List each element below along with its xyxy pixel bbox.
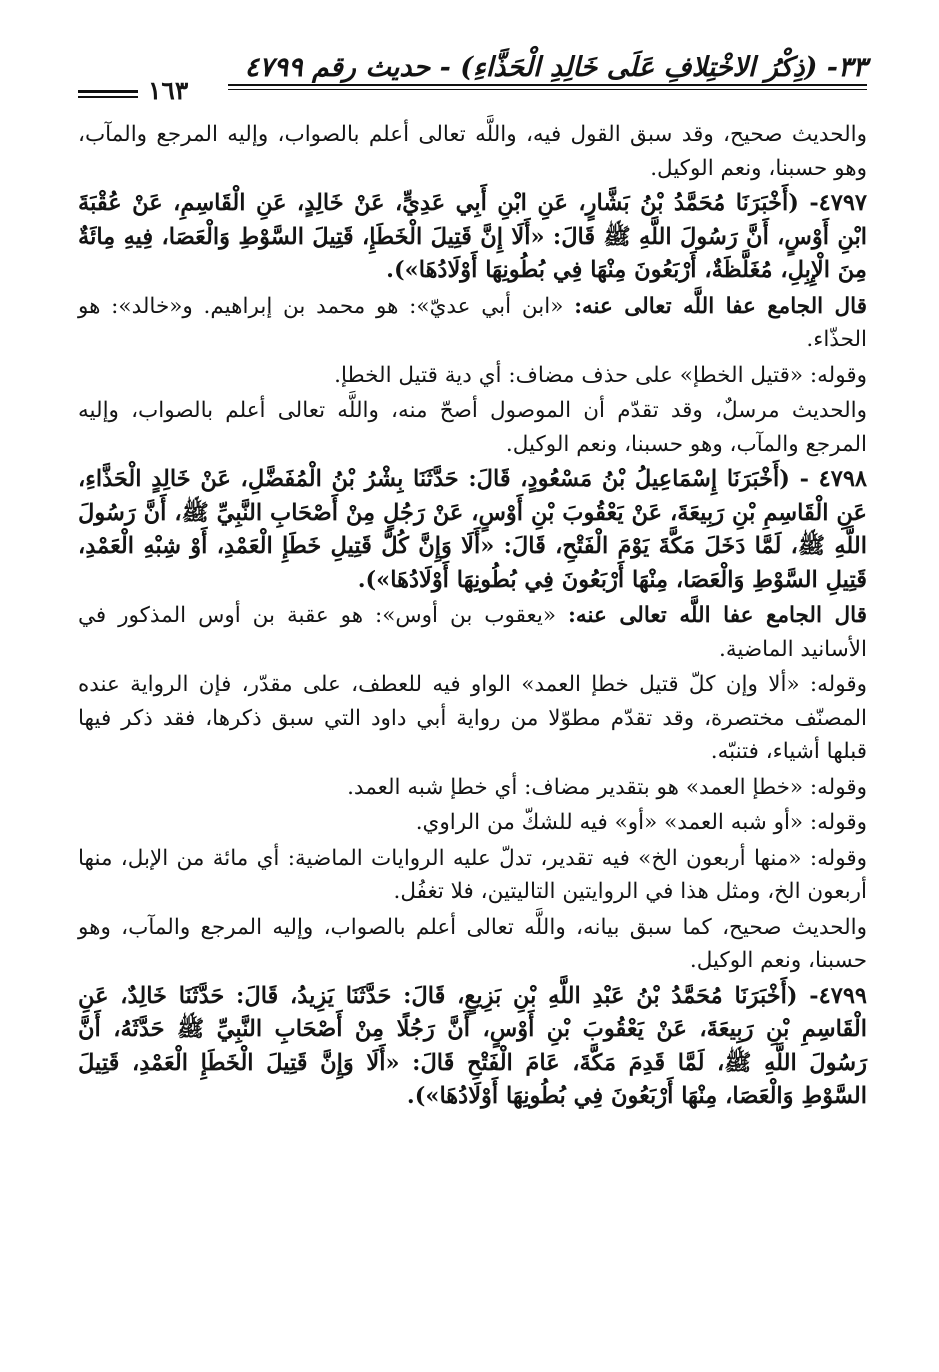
comment-paragraph: والحديث صحيح، كما سبق بيانه، واللَّه تعالى أعلم بالصواب، وإليه المرجع والمآب، وهو حسبنا، ونعم الوكيل.: [78, 914, 867, 973]
commentator-label: قال الجامع عفا اللَّه تعالى عنه:: [568, 603, 867, 628]
comment-paragraph: والحديث مرسلٌ، وقد تقدّم أن الموصول أصحّ منه، واللَّه تعالى أعلم بالصواب، وإليه المرجع والمآب، وهو حسبنا، ونعم الوكيل.: [78, 398, 867, 457]
hadith-4798: ٤٧٩٨ - (أَخْبَرَنَا إِسْمَاعِيلُ بْنُ مَسْعُودٍ، قَالَ: حَدَّثَنَا بِشْرُ بْنُ الْمُفَضَّلِ، عَنْ خَالِدٍ الْحَذَّاءِ، عَنِ الْقَاسِمِ بْنِ رَبِيعَةَ، عَنْ يَعْقُوبَ بْنِ أَوْسٍ، عَنْ رَجُلٍ مِنْ أَصْحَابِ النَّبِيِّ ﷺ، أَنَّ رَسُولَ اللَّهِ ﷺ، لَمَّا دَخَلَ مَكَّةَ يَوْمَ الْفَتْحِ، قَالَ: «أَلَا وَإِنَّ كُلَّ قَتِيلِ خَطَإِ الْعَمْدِ، أَوْ شِبْهِ الْعَمْدِ، قَتِيلِ السَّوْطِ وَالْعَصَا، مِنْهَا أَرْبَعُونَ فِي بُطُونِهَا أَوْلَادُهَا»).: [78, 466, 867, 593]
comment-paragraph: وقوله: «منها أربعون الخ» فيه تقدير، تدلّ عليه الروايات الماضية: أي مائة من الإبل، منها أربعون الخ، ومثل هذا في الروايتين التاليتين، فلا تغفُل.: [78, 845, 867, 904]
hadith-4799: ٤٧٩٩- (أَخْبَرَنَا مُحَمَّدُ بْنُ عَبْدِ اللَّهِ بْنِ بَزِيعٍ، قَالَ: حَدَّثَنَا يَزِيدُ، قَالَ: حَدَّثَنَا خَالِدٌ، عَنِ الْقَاسِمِ بْنِ رَبِيعَةَ، عَنْ يَعْقُوبَ بْنِ أَوْسٍ، أَنَّ رَجُلًا مِنْ أَصْحَابِ النَّبِيِّ ﷺ حَدَّثَهُ، أَنَّ رَسُولَ اللَّهِ ﷺ، لَمَّا قَدِمَ مَكَّةَ، عَامَ الْفَتْحِ قَالَ: «أَلَا وَإِنَّ قَتِيلَ الْخَطَإِ الْعَمْدِ، قَتِيلَ السَّوْطِ وَالْعَصَا، مِنْهَا أَرْبَعُونَ فِي بُطُونِهَا أَوْلَادُهَا»).: [78, 982, 867, 1109]
hadith-4797: ٤٧٩٧- (أَخْبَرَنَا مُحَمَّدُ بْنُ بَشَّارٍ، عَنِ ابْنِ أَبِي عَدِيٍّ، عَنْ خَالِدٍ، عَنِ الْقَاسِمِ، عَنْ عُقْبَةَ ابْنِ أَوْسٍ، أَنَّ رَسُولَ اللَّهِ ﷺ قَالَ: «أَلَا إِنَّ قَتِيلَ الْخَطَإِ، قَتِيلَ السَّوْطِ وَالْعَصَا، فِيهِ مِائَةٌ مِنَ الْإِبِلِ، مُغَلَّظَةٌ، أَرْبَعُونَ مِنْهَا فِي بُطُونِهَا أَوْلَادُهَا»).: [78, 190, 867, 283]
commentary-paragraph: قال الجامع عفا اللَّه تعالى عنه: «يعقوب بن أوس»: هو عقبة بن أوس المذكور في الأسانيد الماضية.: [78, 603, 867, 662]
comment-paragraph: وقوله: «خطإ العمد» هو بتقدير مضاف: أي خطإ شبه العمد.: [347, 774, 867, 800]
chapter-title: ٣٣- (ذِكْرُ الاخْتِلافِ عَلَى خَالِدِ الْحَذَّاءِ) - حديث رقم ٤٧٩٩: [244, 52, 867, 83]
comment-paragraph: وقوله: «أو شبه العمد» «أو» فيه للشكّ من الراوي.: [415, 810, 867, 835]
page-number: ١٦٣: [148, 76, 189, 105]
commentary-paragraph: قال الجامع عفا اللَّه تعالى عنه: «ابن أبي عديّ»: هو محمد بن إبراهيم. و«خالد»: هو الحذّاء.: [78, 293, 867, 352]
commentator-label: قال الجامع عفا اللَّه تعالى عنه:: [574, 293, 867, 319]
comment-paragraph: وقوله: «ألا وإن كلّ قتيل خطإ العمد» الواو فيه للعطف، على مقدّر، فإن الرواية عنده المصنّف مختصرة، وقد تقدّم مطوّلا من رواية أبي داود التي سبق ذكرها، فقد ذكر فيها قبلها أشياء، فتنبّه.: [78, 672, 867, 764]
page-content: [78, 118, 867, 1114]
header-rule: [228, 84, 867, 90]
comment-paragraph: والحديث صحيح، وقد سبق القول فيه، واللَّه تعالى أعلم بالصواب، وإليه المرجع والمآب، وهو حسبنا، ونعم الوكيل.: [78, 122, 867, 181]
book-page: [78, 50, 867, 1352]
page-header: [78, 50, 867, 106]
page-number-rule: [78, 90, 138, 98]
comment-paragraph: وقوله: «قتيل الخطإ» على حذف مضاف: أي دية قتيل الخطإ.: [334, 362, 867, 388]
